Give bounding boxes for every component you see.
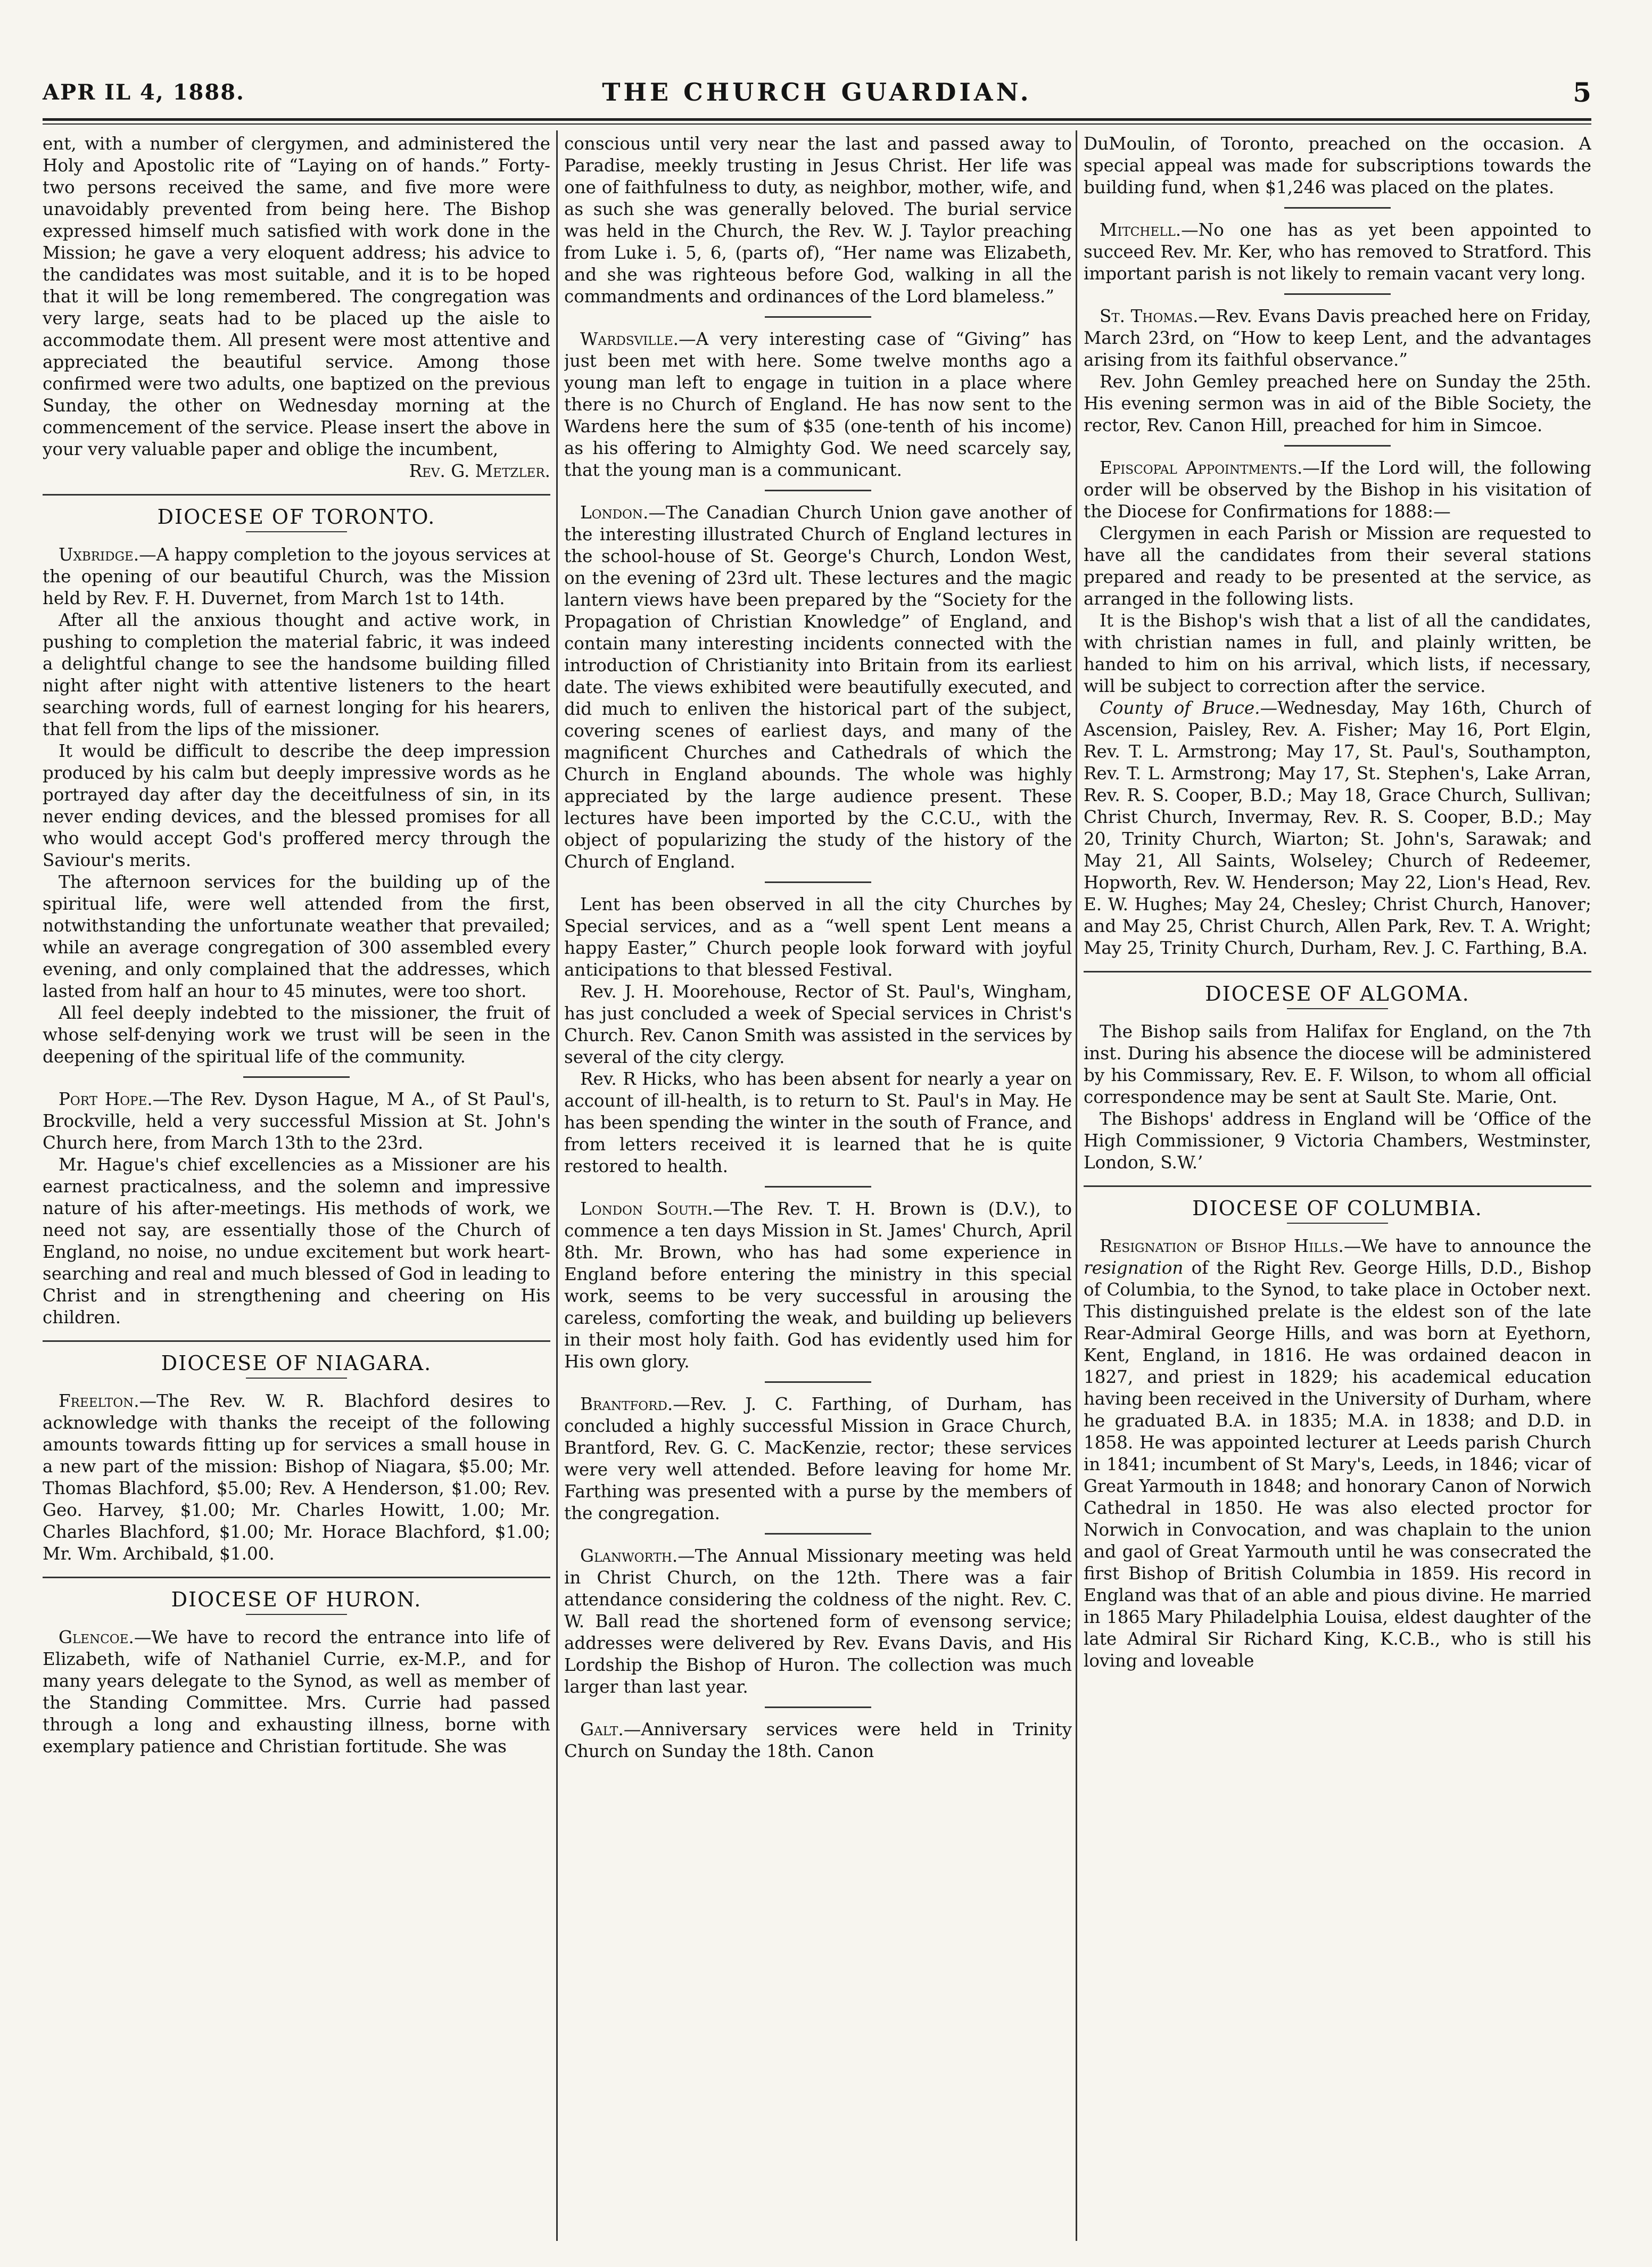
place-heading: Resignation of Bishop Hills. <box>1100 1236 1344 1256</box>
article-paragraph: Glanworth.—The Annual Missionary meeting was held in Christ Church, on the 12th. There was a fair attendance considering the coldness of the night. Rev. C. W. Ball read the shortened form of evensong service; addresses were delivered by Rev. Evans Davis, and His Lordship the Bishop of Huron. The collection was much larger than last year. <box>564 1546 1072 1697</box>
diocese-heading-niagara: DIOCESE OF NIAGARA. <box>161 1351 432 1375</box>
place-heading: Glanworth. <box>580 1546 678 1566</box>
place-heading: St. Thomas. <box>1100 306 1199 326</box>
column-2 <box>564 133 1072 2241</box>
heading-underline <box>246 1378 347 1379</box>
heading-underline <box>246 1614 347 1615</box>
article-paragraph: The Bishops' address in England will be ‘Office of the High Commissioner, 9 Victoria Chambers, Westminster, London, S.W.’ <box>1084 1109 1591 1173</box>
article-paragraph: Galt.—Anniversary services were held in Trinity Church on Sunday the 18th. Canon <box>564 1719 1072 1761</box>
heading-underline <box>1287 1008 1388 1009</box>
section-rule <box>43 494 550 496</box>
column-1 <box>43 133 550 2241</box>
article-paragraph: Wardsville.—A very interesting case of “Giving” has just been met with here. Some twelve months ago a young man left to engage in tuition in a place where there is no Church of England. He has now sent to the Wardens here the sum of $35 (one-tenth of his income) as his offering to Almighty God. We need scarcely say, that the young man is a communicant. <box>564 329 1072 480</box>
article-paragraph: Episcopal Appointments.—If the Lord will, the following order will be observed by the Bishop in his visitation of the Diocese for Confirmations for 1888:— <box>1084 458 1591 522</box>
masthead <box>43 75 1591 117</box>
article-paragraph: It would be difficult to describe the deep impression produced by his calm but deeply impressive words as he portrayed day after day the deceitfulness of sin, in its never ending devices, and the blessed promises for all who would accept God's proffered mercy through the Saviour's merits. <box>43 741 550 870</box>
short-rule <box>243 1076 350 1078</box>
place-heading: Freelton. <box>59 1391 139 1411</box>
place-heading: London South. <box>580 1199 713 1219</box>
short-rule <box>765 316 871 318</box>
article-paragraph: Rev. R Hicks, who has been absent for nearly a year on account of ill-health, is to return to St. Paul's in May. He has been spending the winter in the south of France, and from letters received it is learned that he is quite restored to health. <box>564 1069 1072 1176</box>
masthead-rule <box>43 118 1591 121</box>
section-rule <box>43 1577 550 1578</box>
article-paragraph: conscious until very near the last and passed away to Paradise, meekly trusting in Jesus Christ. Her life was one of faithfulness to duty, as neighbor, mother, wife, and as such she was generally beloved. The burial service was held in the Church, the Rev. W. J. Taylor preaching from Luke i. 5, 6, (parts of), “Her name was Elizabeth, and she was righteous before God, walking in all the commandments and ordinances of the Lord blameless.” <box>564 134 1072 307</box>
short-rule <box>765 1533 871 1535</box>
article-paragraph: Mitchell.—No one has as yet been appointed to succeed Rev. Mr. Ker, who has removed to Stratford. This important parish is not likely to remain vacant very long. <box>1084 220 1591 284</box>
short-rule <box>765 490 871 491</box>
article-paragraph: St. Thomas.—Rev. Evans Davis preached here on Friday, March 23rd, on “How to keep Lent, and the advantages arising from its faithful observance.” <box>1084 306 1591 370</box>
short-rule <box>1284 207 1391 209</box>
place-heading: Port Hope. <box>59 1089 153 1109</box>
heading-underline <box>1287 1223 1388 1224</box>
heading-underline <box>246 531 347 532</box>
short-rule <box>765 1381 871 1383</box>
article-paragraph: The afternoon services for the building up of the spiritual life, were well attended from the first, notwithstanding the unfortunate weather that prevailed; while an average congregation of 300 assembled every evening, and only complained that the addresses, which lasted from half an hour to 45 minutes, were too short. <box>43 872 550 1001</box>
newspaper-title: THE CHURCH GUARDIAN. <box>602 78 1032 106</box>
section-rule <box>1084 971 1591 972</box>
column-divider <box>1076 130 1077 2241</box>
issue-date: APR IL 4, 1888. <box>43 80 245 105</box>
place-heading: Glencoe. <box>59 1627 134 1647</box>
short-rule <box>1284 293 1391 295</box>
article-paragraph: Brantford.—Rev. J. C. Farthing, of Durham, has concluded a highly successful Mission in Grace Church, Brantford, Rev. G. C. MacKenzie, rector; these services were very well attended. Before leaving for home Mr. Farthing was presented with a purse by the members of the congregation. <box>564 1394 1072 1523</box>
short-rule <box>765 881 871 883</box>
article-paragraph: Rev. John Gemley preached here on Sunday the 25th. His evening sermon was in aid of the Bible Society, the rector, Rev. Canon Hill, preached for him in Simcoe. <box>1084 372 1591 435</box>
diocese-heading-columbia: DIOCESE OF COLUMBIA. <box>1192 1197 1483 1220</box>
article-paragraph: Clergymen in each Parish or Mission are requested to have all the candidates from their several stations prepared and ready to be presented at the service, as arranged in the following lists. <box>1084 523 1591 609</box>
place-heading: Mitchell. <box>1100 220 1182 240</box>
article-paragraph: London South.—The Rev. T. H. Brown is (D.V.), to commence a ten days Mission in St. James' Church, April 8th. Mr. Brown, who has had some experience in England before entering the ministry in this special work, seems to be very successful in arousing the careless, comforting the weak, and building up believers in their most holy faith. God has evidently used him for His own glory. <box>564 1199 1072 1372</box>
column-3 <box>1084 133 1591 2241</box>
article-paragraph: It is the Bishop's wish that a list of all the candidates, with christian names in full, and plainly written, be handed to him on his arrival, which lists, if necessary, will be subject to correction after the service. <box>1084 611 1591 696</box>
diocese-heading-algoma: DIOCESE OF ALGOMA. <box>1205 982 1470 1005</box>
article-signature: Rev. G. Metzler. <box>409 461 550 481</box>
column-divider <box>556 130 558 2241</box>
place-heading: Galt. <box>580 1719 624 1740</box>
article-paragraph: County of Bruce.—Wednesday, May 16th, Church of Ascension, Paisley, Rev. A. Fisher; May 16, Port Elgin, Rev. T. L. Armstrong; May 17, St. Paul's, Southampton, Rev. T. L. Armstrong; May 17, St. Stephen's, Lake Arran, Rev. R. S. Cooper, B.D.; May 18, Grace Church, Sullivan; Christ Church, Invermay, Rev. R. S. Cooper, B.D.; May 20, Trinity Church, Wiarton; St. John's, Sarawak; and May 21, All Saints, Wolseley; Church of Redeemer, Hopworth, Rev. W. Henderson; May 22, Lion's Head, Rev. E. W. Hughes; May 24, Chesley; Christ Church, Hanover; and May 25, Christ Church, Allen Park, Rev. T. A. Wright; May 25, Trinity Church, Durham, Rev. J. C. Farthing, B.A. <box>1084 698 1591 958</box>
article-paragraph: ent, with a number of clergymen, and administered the Holy and Apostolic rite of “Laying on of hands.” Forty-two persons received the same, and five more were unavoidably prevented from being here. The Bishop expressed himself much satisfied with work done in the Mission; he gave a very eloquent address; his advice to the candidates was most suitable, and it is to be hoped that it will be long remembered. The congregation was very large, seats had to be placed up the aisle to accommodate them. All present were most attentive and appreciated the beautiful service. Among those confirmed were two adults, one baptized on the previous Sunday, the other on Wednesday morning at the commencement of the service. Please insert the above in your very valuable paper and oblige the incumbent, <box>43 134 550 459</box>
place-heading: Brantford. <box>580 1394 673 1414</box>
article-paragraph: Uxbridge.—A happy completion to the joyous services at the opening of our beautiful Church, was the Mission held by Rev. F. H. Duvernet, from March 1st to 14th. <box>43 545 550 608</box>
place-heading: Episcopal Appointments. <box>1100 458 1303 478</box>
article-paragraph: Lent has been observed in all the city Churches by Special services, and as a “well spent Lent means a happy Easter,” Church people look forward with joyful anticipations to that blessed Festival. <box>564 894 1072 980</box>
diocese-heading-toronto: DIOCESE OF TORONTO. <box>157 505 436 529</box>
article-paragraph: Port Hope.—The Rev. Dyson Hague, M A., of St Paul's, Brockville, held a very successful Mission at St. John's Church here, from March 13th to the 23rd. <box>43 1089 550 1153</box>
short-rule <box>765 1707 871 1708</box>
place-heading: London. <box>580 502 649 523</box>
article-paragraph: After all the anxious thought and active work, in pushing to completion the material fabric, it was indeed a delightful change to see the handsome building filled night after night with attentive listeners to the heart searching words, full of earnest longing for his hearers, that fell from the lips of the missioner. <box>43 610 550 739</box>
article-paragraph: Glencoe.—We have to record the entrance into life of Elizabeth, wife of Nathaniel Currie, ex-M.P., and for many years delegate to the Synod, as well as member of the Standing Committee. Mrs. Currie had passed through a long and exhausting illness, borne with exemplary patience and Christian fortitude. She was <box>43 1627 550 1757</box>
place-heading: Wardsville. <box>580 329 679 349</box>
article-paragraph: All feel deeply indebted to the missioner, the fruit of whose self-denying work we trust will be seen in the deepening of the spiritual life of the community. <box>43 1003 550 1067</box>
masthead-rule-thin <box>43 123 1591 125</box>
county-heading: County of Bruce. <box>1100 698 1260 718</box>
section-rule <box>1084 1185 1591 1187</box>
article-paragraph: Resignation of Bishop Hills.—We have to announce the resignation of the Right Rev. George Hills, D.D., Bishop of Columbia, to the Synod, to take place in October next. This distinguished prelate is the eldest son of the late Rear-Admiral George Hills, and was born at Eyethorn, Kent, England, in 1816. He was ordained deacon in 1827, and priest in 1829; his academical education having been received in the University of Durham, where he graduated B.A. in 1835; M.A. in 1838; and D.D. in 1858. He was appointed lecturer at Leeds parish Church in 1841; incumbent of St Mary's, Leeds, in 1846; vicar of Great Yarmouth in 1848; and honorary Canon of Norwich Cathedral in 1850. He was also elected proctor for Norwich in Convocation, and was chaplain to the union and gaol of Great Yarmouth until he was consecrated the first Bishop of British Columbia in 1859. His record in England was that of an able and pious divine. He married in 1865 Mary Philadelphia Louisa, eldest daughter of the late Admiral Sir Richard King, K.C.B., who is still his loving and loveable <box>1084 1236 1591 1671</box>
article-paragraph: Freelton.—The Rev. W. R. Blachford desires to acknowledge with thanks the receipt of the following amounts towards fitting up for services a small house in a new part of the mission: Bishop of Niagara, $5.00; Mr. Thomas Blachford, $5.00; Rev. A Henderson, $1.00; Rev. Geo. Harvey, $1.00; Mr. Charles Howitt, 1.00; Mr. Charles Blachford, $1.00; Mr. Horace Blachford, $1.00; Mr. Wm. Archibald, $1.00. <box>43 1391 550 1564</box>
article-paragraph: Mr. Hague's chief excellencies as a Missioner are his earnest practicalness, and the solemn and impressive nature of his after-meetings. His methods of work, we need not say, are essentially those of the Church of England, no noise, no undue excitement but work heart-searching and real and much blessed of God in leading to Christ and in strengthening and cheering on His children. <box>43 1155 550 1328</box>
page-number: 5 <box>1573 77 1591 108</box>
short-rule <box>765 1186 871 1188</box>
article-paragraph: Rev. J. H. Moorehouse, Rector of St. Paul's, Wingham, has just concluded a week of Special services in Christ's Church. Rev. Canon Smith was assisted in the services by several of the city clergy. <box>564 982 1072 1067</box>
article-paragraph: The Bishop sails from Halifax for England, on the 7th inst. During his absence the diocese will be administered by his Commissary, Rev. E. F. Wilson, to whom all official correspondence may be sent at Sault Ste. Marie, Ont. <box>1084 1021 1591 1107</box>
section-rule <box>43 1340 550 1342</box>
short-rule <box>1284 445 1391 447</box>
article-paragraph: London.—The Canadian Church Union gave another of the interesting illustrated Church of England lectures in the school-house of St. George's Church, London West, on the evening of 23rd ult. These lectures and the magic lantern views have been prepared by the “Society for the Propagation of Christian Knowledge” of England, and contain many interesting incidents connected with the introduction of Christianity into Britain from its earliest date. The views exhibited were beautifully executed, and did much to enliven the historical part of the subject, covering scenes of earliest days, and many of the magnificent Churches and Cathedrals of which the Church in England abounds. The whole was highly appreciated by the large audience present. These lectures have been imported by the C.C.U., with the object of popularizing the study of the history of the Church of England. <box>564 502 1072 872</box>
diocese-heading-huron: DIOCESE OF HURON. <box>171 1588 422 1611</box>
article-paragraph: DuMoulin, of Toronto, preached on the occasion. A special appeal was made for subscriptions towards the building fund, when $1,246 was placed on the plates. <box>1084 134 1591 197</box>
place-heading: Uxbridge. <box>59 545 139 565</box>
